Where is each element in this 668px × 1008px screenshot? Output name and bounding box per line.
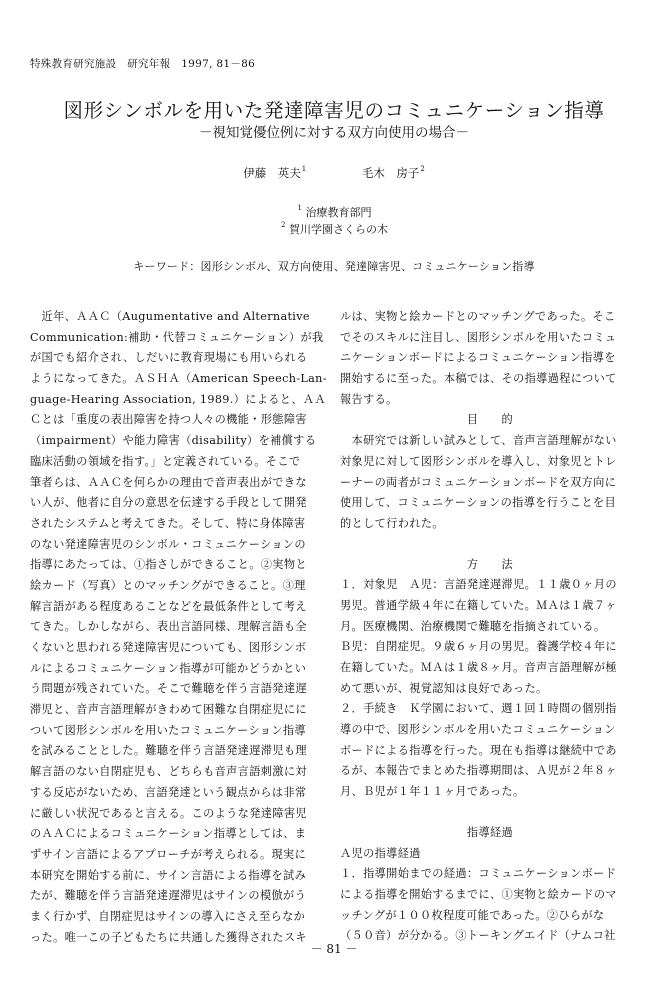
text-line: 近年、ＡＡＣ（Augumentative and Alternative <box>30 310 310 323</box>
text-line: Communication:補助・代替コミュニケーション）が我 <box>30 330 324 344</box>
text-line: （５０音）が分かる。③トーキングエイド（ナムコ社 <box>340 929 616 943</box>
author-name: 伊藤 英夫 <box>243 166 301 180</box>
text-line: 本研究では新しい試みとして、音声言語理解がない <box>340 434 617 448</box>
author-list <box>0 165 668 181</box>
text-line: １．指導開始までの経過：コミュニケーションボード <box>340 867 617 881</box>
section-heading-method: 方 法 <box>466 557 514 571</box>
text-line: Ｂ児：自閉症児。９歳６ヶ月の男児。養護学校４年に <box>340 640 617 654</box>
author-affiliation-mark: 2 <box>420 165 425 173</box>
text-line: を試みることとした。難聴を伴う言語発達遅滞児も理 <box>30 744 307 758</box>
affiliation <box>0 221 668 237</box>
text-line: ようになってきた。ＡＳＨＡ（American Speech-Lan- <box>30 372 327 386</box>
text-line: ずサイン言語によるアプローチが考えられる。現実に <box>30 847 307 861</box>
text-line: 的として行われた。 <box>340 516 444 530</box>
text-line: めて悪いが、視覚認知は良好であった。 <box>340 681 548 695</box>
text-line: くないと思われる発達障害児についても、図形シンボ <box>30 641 307 654</box>
text-line: るが、本報告でまとめた指導期間は、Ａ児が２年８ヶ <box>340 764 617 778</box>
text-line: 在籍していた。ＭＡは１歳８ヶ月。音声言語理解が極 <box>340 661 617 674</box>
text-line: ルは、実物と絵カードとのマッチングであった。そこ <box>340 310 616 323</box>
text-line: １．対象児 Ａ児：言語発達遅滞児。１１歳０ヶ月の <box>340 578 617 592</box>
text-line: 導の中で、図形シンボルを用いたコミュニケーション <box>340 723 616 737</box>
text-line: する反応がないため、言語発達という観点からは非常 <box>30 785 307 799</box>
text-line: ボードによる指導を行った。現在も指導は継続中であ <box>340 743 617 757</box>
text-line: まく行かず、自閉症児はサインの導入にさえ至らなか <box>30 909 306 923</box>
text-line: ニケーションボードによるコミュニケーション指導を <box>340 351 616 365</box>
page-number: － 81 － <box>310 942 358 956</box>
running-head: 特殊教育研究施設 研究年報 1997, 81－86 <box>30 58 256 70</box>
text-line: ２．手続き Ｋ学園において、週１回１時間の個別指 <box>340 702 617 716</box>
affiliation-mark: 2 <box>281 221 286 229</box>
text-line: guage-Hearing Association, 1989.）によると、ＡＡ <box>30 392 326 406</box>
text-line: 本研究を開始する前に、サイン言語による指導を試み <box>30 868 307 882</box>
text-line: てきた。しかしながら、表出言語同様、理解言語も全 <box>30 620 307 634</box>
text-line: でそのスキルに注目し、図形シンボルを用いたコミュ <box>340 330 617 344</box>
text-line: （impairment）や能力障害（disability）を補償する <box>30 434 317 448</box>
text-line: されたシステムと考えてきた。そして、特に身体障害 <box>30 516 306 530</box>
text-line: 指導にあたっては、①指さしができること。②実物と <box>30 558 307 572</box>
text-line: 開始するに至った。本稿では、その指導過程について <box>340 372 617 386</box>
subsection-heading: Ａ児の指導経過 <box>340 846 421 860</box>
text-line: 解言語のない自閉症児も、どちらも音声言語刺激に対 <box>30 765 307 779</box>
text-line: う問題が残されていた。そこで難聴を伴う言語発達遅 <box>30 682 307 696</box>
author <box>362 165 425 181</box>
text-line: による指導を開始するまでに、①実物と絵カードのマ <box>340 887 617 901</box>
paper-subtitle: －視知覚優位例に対する双方向使用の場合－ <box>199 125 469 141</box>
text-line: 月、Ｂ児が１年１１ヶ月であった。 <box>340 785 525 799</box>
text-line: に厳しい状況であると言える。このような発達障害児 <box>30 806 307 820</box>
text-line: ッチングが１００枚程度可能であった。②ひらがな <box>340 908 605 922</box>
keywords: キーワード：図形シンボル、双方向使用、発達障害児、コミュニケーション指導 <box>133 260 535 273</box>
affiliation-name: 治療教育部門 <box>305 206 372 219</box>
text-line: のＡＡＣによるコミュニケーション指導としては、ま <box>30 827 307 841</box>
text-line: い人が、他者に自分の意思を伝達する手段として開発 <box>30 496 307 510</box>
text-line: 対象児に対して図形シンボルを導入し、対象児とトレ <box>340 454 617 468</box>
text-line: 男児。普通学級４年に在籍していた。ＭＡは１歳７ヶ <box>340 598 617 612</box>
text-line: のない発達障害児のシンボル・コミュニケーションの <box>30 537 306 551</box>
text-line: ついて図形シンボルを用いたコミュニケーション指導 <box>30 723 306 737</box>
text-line: った。唯一この子どもたちに共通した獲得されたスキ <box>30 930 307 944</box>
right-column <box>340 307 640 947</box>
method-section <box>340 575 640 803</box>
affiliation-mark: 1 <box>297 204 302 212</box>
text-line: 解言語がある程度あることなどを最低条件として考え <box>30 599 307 613</box>
author-affiliation-mark: 1 <box>301 165 307 173</box>
purpose-section <box>340 431 640 534</box>
author <box>243 165 306 181</box>
introduction-continued <box>340 307 640 410</box>
text-line: 月。医療機関、治療機関で難聴を指摘されている。 <box>340 619 606 633</box>
text-line: が国でも紹介され、しだいに教育現場にも用いられる <box>30 351 308 365</box>
text-line: 筆者らは、ＡＡＣを何らかの理由で音声表出ができな <box>30 475 307 489</box>
section-heading-purpose: 目 的 <box>466 413 514 427</box>
text-line: 臨床活動の領域を指す。」と定義されている。そこで <box>30 454 301 468</box>
text-line: 使用して、コミュニケーションの指導を行うことを目 <box>340 496 617 510</box>
text-line: ルによるコミュニケーション指導が可能かどうかとい <box>30 661 307 675</box>
text-line: たが、難聴を伴う言語発達遅滞児はサインの模倣がう <box>30 889 307 903</box>
section-gap <box>340 535 640 555</box>
section-heading-progress: 指導経過 <box>466 825 514 839</box>
paper-title: 図形シンボルを用いた発達障害児のコミュニケーション指導 <box>63 99 605 122</box>
affiliation <box>0 204 668 220</box>
text-line: 滞児と、音声言語理解がきわめて困難な自閉症児にに <box>30 703 307 717</box>
text-line: 報告する。 <box>340 392 398 406</box>
progress-section <box>340 864 640 947</box>
text-line: 絵カード（写真）とのマッチングができること。③理 <box>30 578 306 592</box>
section-gap <box>340 803 640 823</box>
author-name: 毛木 房子 <box>361 166 420 180</box>
text-line: ーナーの両者がコミュニケーションボードを双方向に <box>340 475 617 489</box>
text-line: Ｃとは「重度の表出障害を持つ人々の機能・形態障害 <box>30 413 307 427</box>
affiliation-name: 賀川学園さくらの木 <box>288 223 388 236</box>
left-column <box>30 307 340 948</box>
